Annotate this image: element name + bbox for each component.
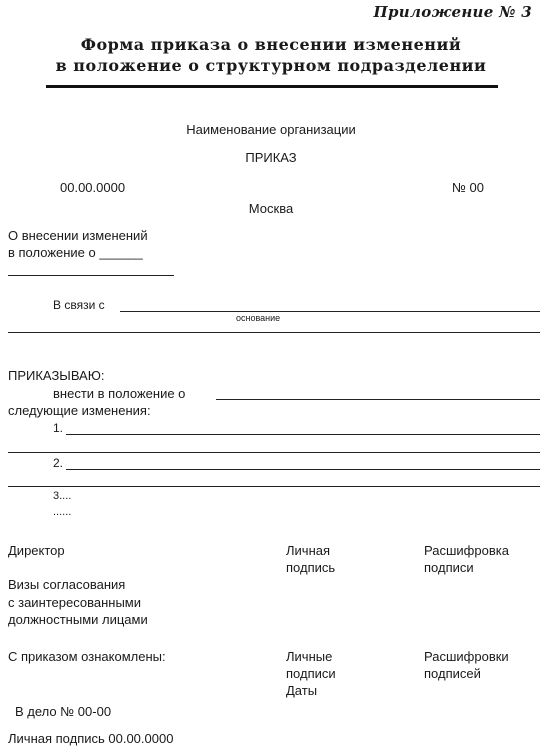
make-changes-line (216, 399, 540, 400)
basis-line (120, 311, 540, 312)
personal-signatures-label-1: Личные (286, 649, 333, 664)
personal-signatures-label-2: подписи (286, 666, 336, 681)
basis-caption: основание (236, 313, 281, 323)
subject-underline (8, 275, 174, 276)
item-more: ...... (53, 506, 72, 518)
personal-signature-label-2: подпись (286, 560, 336, 575)
signatures-decoding-label-1: Расшифровки (424, 649, 509, 664)
order-city: Москва (248, 201, 294, 216)
file-reference: В дело № 00-00 (15, 704, 112, 719)
subject-line-2: в положение о ______ (8, 245, 143, 260)
signatures-decoding-label-2: подписей (424, 666, 481, 681)
basis-label: В связи с (53, 298, 105, 312)
item-2-continuation-line (8, 486, 540, 487)
following-changes-label: следующие изменения: (8, 403, 151, 418)
visas-label-3: должностными лицами (8, 612, 148, 627)
signature-decoding-label-1: Расшифровка (424, 543, 509, 558)
appendix-label: Приложение № 3 (373, 3, 532, 21)
item-1-continuation-line (8, 452, 540, 453)
subject-line-1: О внесении изменений (8, 228, 148, 243)
organization-name: Наименование организации (186, 122, 356, 137)
title-divider (46, 85, 498, 88)
order-date: 00.00.0000 (60, 180, 126, 195)
file-signature-date: Личная подпись 00.00.0000 (8, 731, 174, 746)
item-1-line (66, 434, 540, 435)
item-3-number: 3.... (53, 490, 72, 502)
visas-label-1: Визы согласования (8, 577, 126, 592)
item-2-number: 2. (53, 456, 64, 470)
order-heading: ПРИКАЗ (245, 150, 297, 165)
page-title-line-1: Форма приказа о внесении изменений (80, 35, 462, 54)
order-directive: ПРИКАЗЫВАЮ: (8, 368, 105, 383)
item-1-number: 1. (53, 421, 64, 435)
signature-decoding-label-2: подписи (424, 560, 474, 575)
acquainted-label: С приказом ознакомлены: (8, 649, 166, 664)
item-2-line (66, 469, 540, 470)
personal-signature-label-1: Личная (286, 543, 331, 558)
visas-label-2: с заинтересованными (8, 595, 142, 610)
basis-continuation-line (8, 332, 540, 333)
make-changes-label: внести в положение о (53, 386, 186, 401)
page-title-line-2: в положение о структурном подразделении (55, 56, 487, 75)
director-label: Директор (8, 543, 65, 558)
order-number: № 00 (452, 180, 485, 195)
dates-label: Даты (286, 683, 318, 698)
